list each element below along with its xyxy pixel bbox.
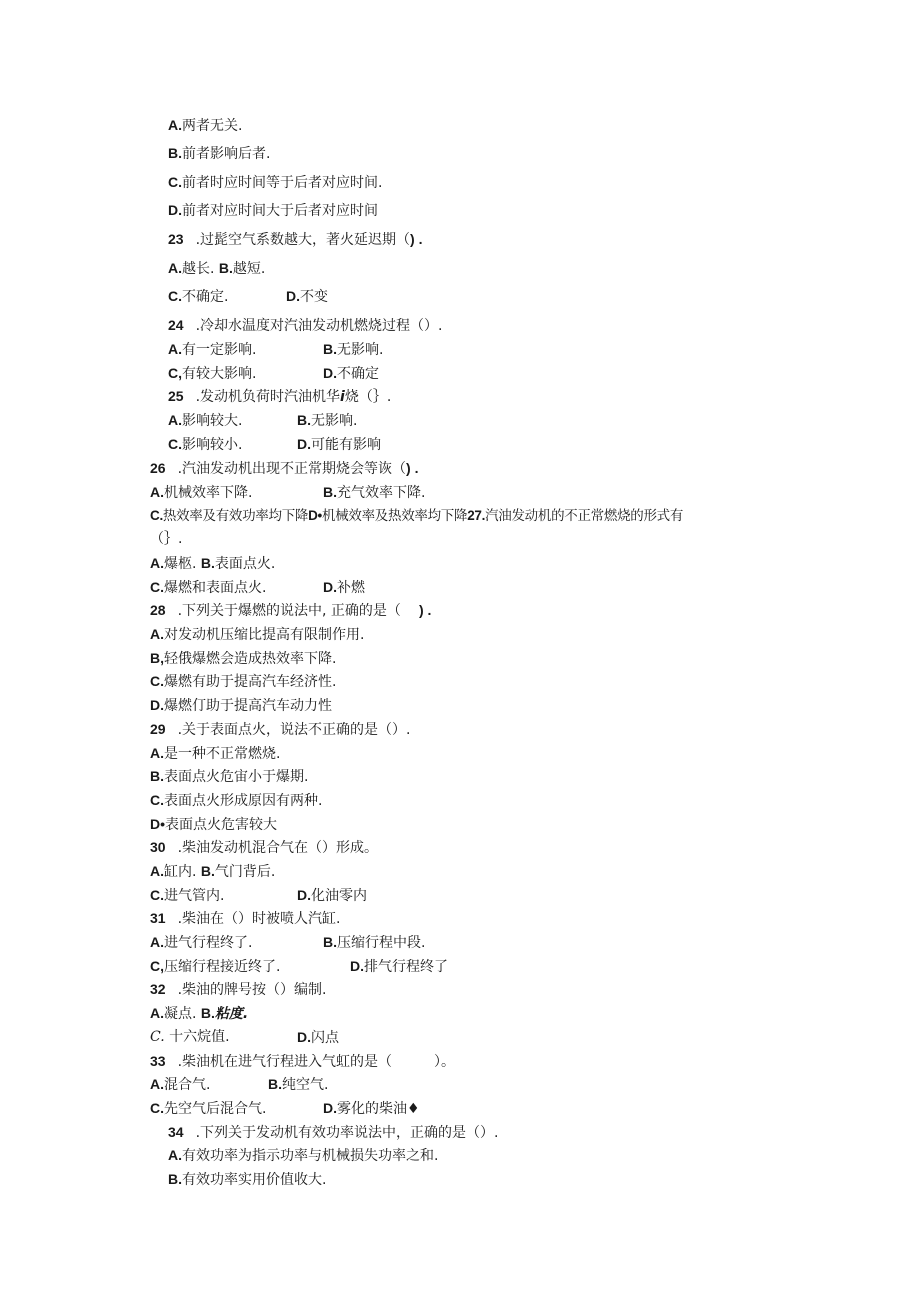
q33-option-c: C.先空气后混合气. [150,1100,267,1117]
q30-options-ab: A.缸内. B.气门背后. [150,863,276,880]
q24-option-a: A.有一定影响. [168,341,257,358]
q23-option-c: C.不确定. [168,288,229,305]
q33-option-a: A.混合气. [150,1076,211,1093]
q23-options-ab: A.越长. B.越短. [168,260,266,277]
q23-option-d: D.不变 [286,288,328,305]
q28-stem: 28 .下列关于爆燃的说法中, 正确的是（ ) . [150,602,432,619]
q32-option-c: C. 十六烷值. [150,1029,230,1045]
q28-option-d: D.爆燃仃助于提高汽车动力性 [150,697,332,714]
q27-option-c: C.爆燃和表面点火. [150,579,267,596]
q30-option-c: C.进气管内. [150,887,225,904]
q27-options-ab: A.爆柩. B.表面点火. [150,555,276,572]
q25-stem: 25 .发动机负荷时汽油机华i烧（｝. [168,388,392,405]
q28-option-b: B,轻俄爆燃会造成热效率下降. [150,650,337,667]
q24-option-c: C,有较大影响. [168,365,257,382]
q32-options-ab: A.凝点. B.粘度. [150,1005,249,1022]
q27-stem-continuation: （｝. [150,531,183,547]
q31-option-c: C,压缩行程接近终了. [150,958,281,975]
q22-option-a: A.两者无关. [168,117,243,134]
q33-option-b: B.纯空气. [268,1076,329,1093]
q30-option-d: D.化油零内 [297,887,367,904]
q23-stem: 23 .过髭空气系数越大，著火延迟期（) . [168,231,423,248]
q33-stem: 33 .柴油机在进气行程进入气虹的是（ ）。 [150,1053,456,1070]
q24-stem: 24 .冷却水温度对汽油发动机燃烧过程（）. [168,317,443,334]
q31-option-b: B.压缩行程中段. [323,934,426,951]
q29-stem: 29 .关于表面点火，说法不正确的是（）. [150,721,411,738]
q24-option-b: B.无影响. [323,341,384,358]
q29-option-d: D•表面点火危害较大 [150,816,278,833]
q34-option-b: B.有效功率实用价值收大. [168,1171,327,1188]
q34-option-a: A.有效功率为指示功率与机械损失功率之和. [168,1147,439,1164]
q22-option-c: C.前者时应时间等于后者对应时间. [168,174,383,191]
q31-option-a: A.进气行程终了. [150,934,253,951]
q29-option-a: A.是一种不正常燃烧. [150,745,281,762]
q29-option-b: B.表面点火危宙小于爆期. [150,768,309,785]
q33-option-d: D.雾化的柴油♦ [323,1100,420,1117]
q31-option-d: D.排气行程终了 [350,958,448,975]
q26-stem: 26 .汽油发动机出现不正常期烧会等诙（) . [150,460,419,477]
q22-option-d: D.前者对应时间大于后者对应时间 [168,202,378,219]
q31-stem: 31 .柴油在（）时被喷人汽缸. [150,910,341,927]
q25-option-b: B.无影响. [297,412,358,429]
q27-option-d: D.补燃 [323,579,365,596]
q28-option-a: A.对发动机压缩比提高有限制作用. [150,626,365,643]
q29-option-c: C.表面点火形成原因有两种. [150,792,323,809]
q28-option-c: C.爆燃有助于提高汽车经济性. [150,673,337,690]
q34-stem: 34 .下列关于发动机有效功率说法中，正确的是（）. [168,1124,499,1141]
q26-option-a: A.机械效率下降. [150,484,253,501]
q32-stem: 32 .柴油的牌号按（）编制. [150,981,327,998]
q25-option-a: A.影响较大. [168,412,243,429]
q25-option-c: C.影响较小. [168,436,243,453]
q25-option-d: D.可能有影响 [297,436,381,453]
q30-stem: 30 .柴油发动机混合气在（）形成。 [150,839,379,856]
q26-options-cd-q27-stem: C.热效率及有效功率均下降D•机械效率及热效率均下降27.汽油发动机的不正常燃烧的形式有 [150,508,684,524]
q22-option-b: B.前者影响后者. [168,145,271,162]
q32-option-d: D.闪点 [297,1029,339,1046]
q24-option-d: D.不确定 [323,365,379,382]
q26-option-b: B.充气效率下降. [323,484,426,501]
